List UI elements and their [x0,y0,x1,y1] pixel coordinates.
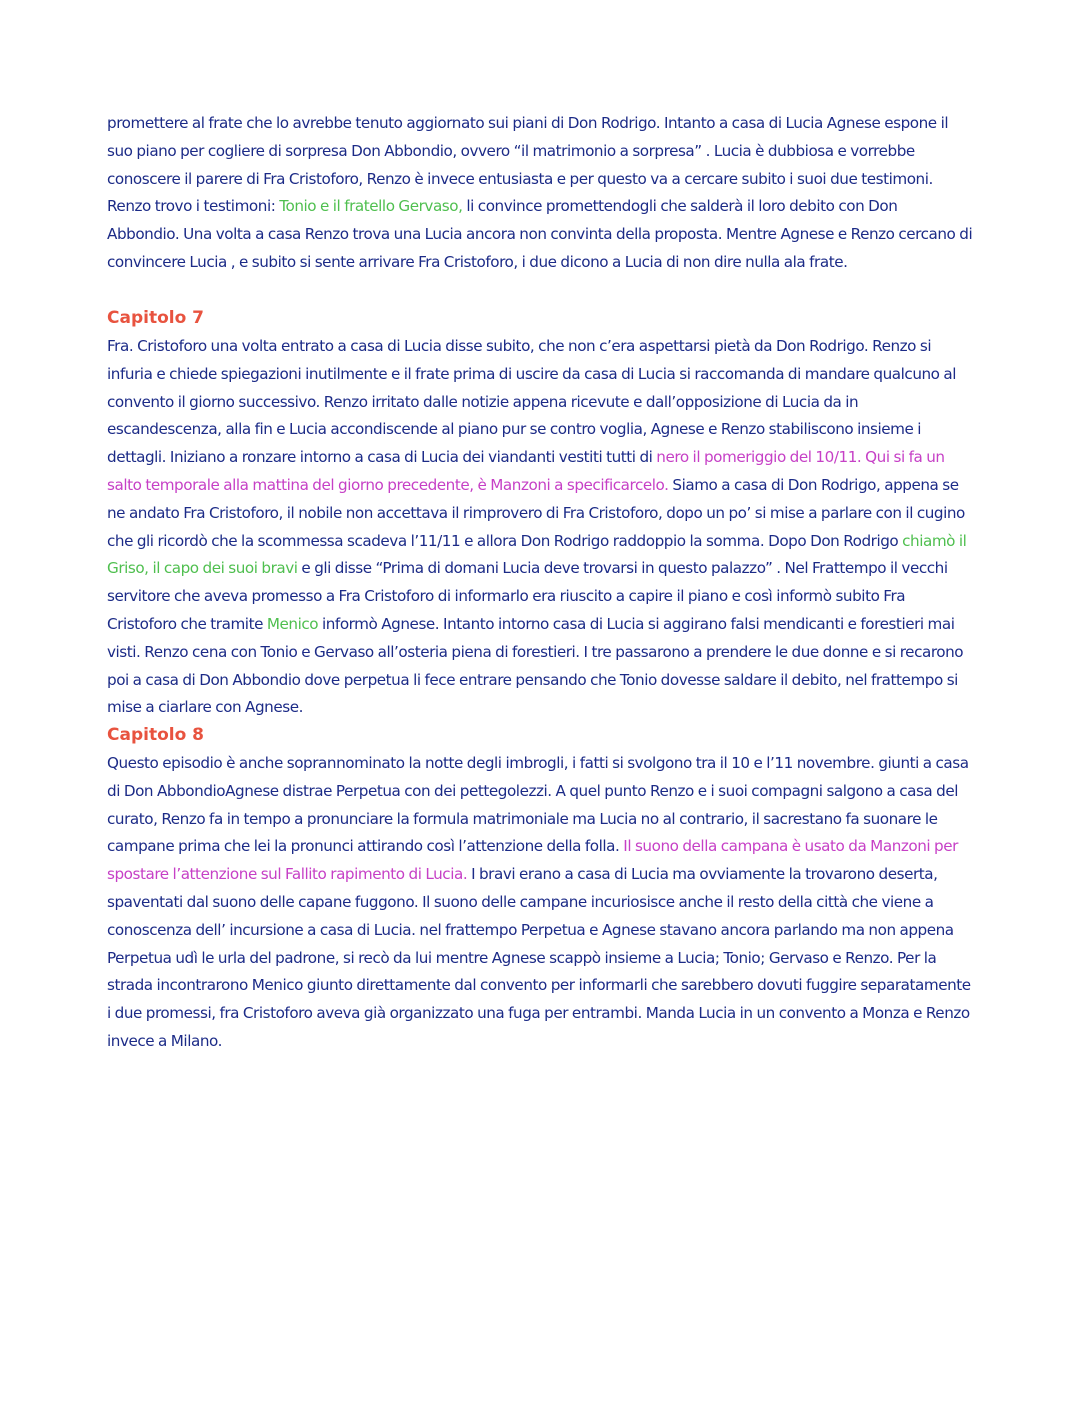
intro-text-2: li convince promettendogli che salderà il loro debito con Don Abbondio. Una volta a casa Renzo trova una Lucia ancora non convinta della proposta. Mentre Agnese e Renzo cercano di convincere Lucia , e subito si sente arrivare Fra Cristoforo, i due dicono a Lucia di non dire nulla ala frate. [107,197,973,271]
chapter-7-text-1: Fra. Cristoforo una volta entrato a casa di Lucia disse subito, che non c’era aspettarsi pietà da Don Rodrigo. Renzo si infuria e chiede spiegazioni inutilmente e il frate prima di uscire da casa di Lucia si raccomanda di mandare qualcuno al convento il giorno successivo. Renzo irritato dalle notizie appena ricevute e dall’opposizione di Lucia da in escandescenza, alla fin e Lucia accondiscende al piano pur se contro voglia, Agnese e Renzo stabiliscono insieme i dettagli. Iniziano a ronzare intorno a casa di Lucia dei viandanti vestiti tutti di [107,337,957,467]
chapter-8-highlight-bell: Il suono della campana è usato da Manzoni per spostare l’attenzione sul Fallito rapimento di Lucia. [107,837,958,884]
chapter-7-highlight-time-jump: nero il pomeriggio del 10/11. Qui si fa un salto temporale alla mattina del giorno precedente, è Manzoni a specificarcelo. [107,448,945,494]
chapter-7-text-4: informò Agnese. Intanto intorno casa di Lucia si aggirano falsi mendicanti e forestieri mai visti. Renzo cena con Tonio e Gervaso all’osteria piena di forestieri. I tre passarono a prendere le due donne e si recarono poi a casa di Don Abbondio dove perpetua li fece entrare pensando che Tonio dovesse saldare il debito, nel frattempo si mise a ciarlare con Agnese. [107,614,964,717]
chapter-8-heading: Capitolo 8 [107,725,205,745]
chapter-8-paragraph [107,750,973,1056]
chapter-8-text-1: Questo episodio è anche soprannominato la notte degli imbrogli, i fatti si svolgono tra il 10 e l’11 novembre. giunti a casa di Don AbbondioAgnese distrae Perpetua con dei pettegolezzi. A quel punto Renzo e i suoi compagni salgono a casa del curato, Renzo fa in tempo a pronunciare la formula matrimoniale ma Lucia no al contrario, il sacrestano fa suonare le campane prima che lei la pronunci attirando così l’attenzione della folla. [107,754,969,856]
chapter-7-text-2: Siamo a casa di Don Rodrigo, appena se ne andato Fra Cristoforo, il nobile non accettava il rimprovero di Fra Cristoforo, dopo un po’ si mise a parlare con il cugino che gli ricordò che la scommessa scadeva l’11/11 e allora Don Rodrigo raddoppio la somma. Dopo Don Rodrigo [107,475,965,550]
intro-text-1: promettere al frate che lo avrebbe tenuto aggiornato sui piani di Don Rodrigo. Intanto a casa di Lucia Agnese espone il suo piano per cogliere di sorpresa Don Abbondio, ovvero “il matrimonio a sorpresa” . Lucia è dubbiosa e vorrebbe conoscere il parere di Fra Cristoforo, Renzo è invece entusiasta e per questo va a cercare subito i suoi due testimoni. Renzo trovo i testimoni: [107,114,949,216]
intro-highlight-witnesses: Tonio e il fratello Gervaso, [279,197,463,216]
intro-section [107,110,973,277]
intro-paragraph [107,110,973,277]
chapter-7-highlight-menico: Menico [266,614,319,633]
chapter-7-text-3: e gli disse “Prima di domani Lucia deve trovarsi in questo palazzo” . Nel Frattempo il vecchi servitore che aveva promesso a Fra Cristoforo di informarlo era riuscito a capire il piano e così informò subito Fra Cristoforo che tramite [107,559,948,633]
chapter-8-text-2: I bravi erano a casa di Lucia ma ovviamente la trovarono deserta, spaventati dal suono delle capane fuggono. Il suono delle campane incuriosisce anche il resto della città che viene a conoscenza dell’ incursione a casa di Lucia. nel frattempo Perpetua e Agnese stavano ancora parlando ma non appena Perpetua udì le urla del padrone, si recò da lui mentre Agnese scappò insieme a Lucia; Tonio; Gervaso e Renzo. Per la strada incontrarono Menico giunto direttamente dal convento per informarli che sarebbero dovuti fuggire separatamente i due promessi, fra Cristoforo aveva già organizzato una fuga per entrambi. Manda Lucia in un convento a Monza e Renzo invece a Milano. [107,865,971,1050]
chapter-7-section [107,305,973,722]
chapter-7-highlight-griso: chiamò il Griso, il capo dei suoi bravi [107,531,967,578]
chapter-7-heading: Capitolo 7 [107,308,205,328]
chapter-8-section [107,722,973,1056]
chapter-7-paragraph [107,333,973,722]
